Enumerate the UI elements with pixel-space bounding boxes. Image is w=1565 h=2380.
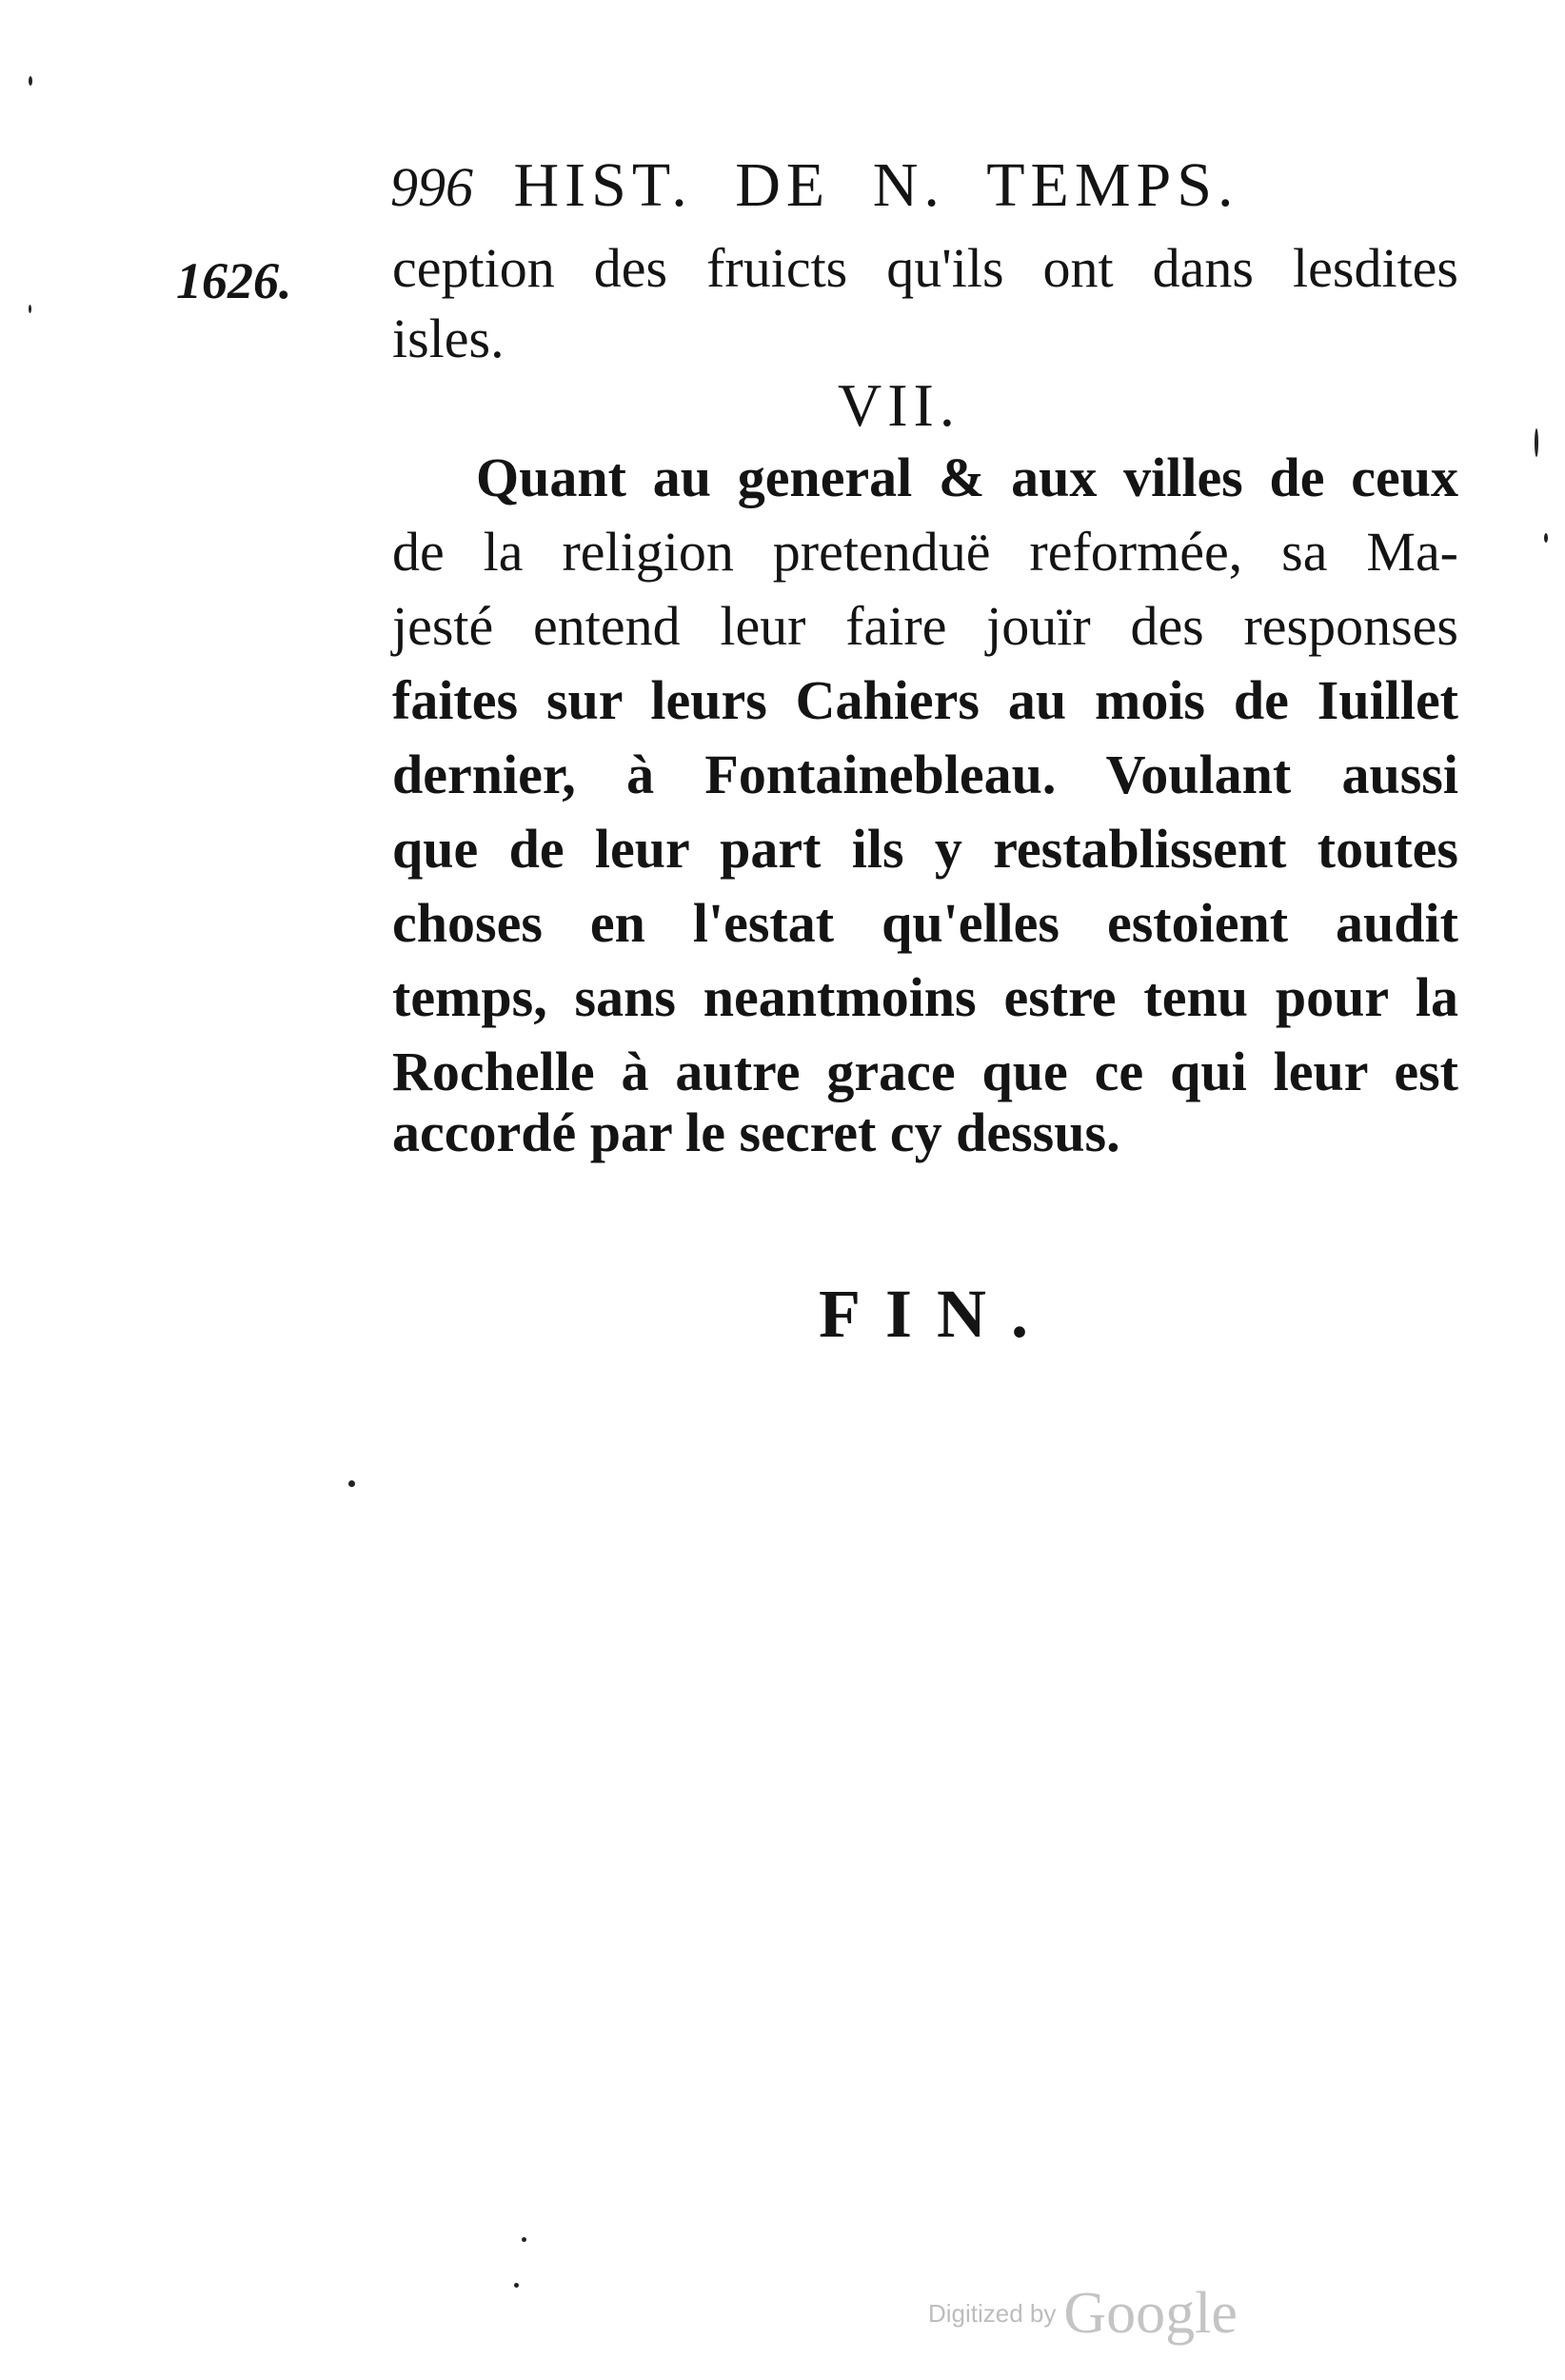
article-line: temps, sans neantmoins estre tenu pour la <box>392 966 1458 1028</box>
article-line: Quant au general & aux villes de ceux <box>476 446 1458 508</box>
digitized-by-google-watermark <box>928 2280 1238 2356</box>
margin-year-note: 1626. <box>176 252 292 309</box>
scan-speck <box>514 2283 519 2288</box>
section-numeral: VII. <box>838 371 961 439</box>
scan-speck <box>348 1480 355 1487</box>
running-head <box>390 143 1437 228</box>
article-line: dernier, à Fontainebleau. Voulant aussi <box>392 744 1458 805</box>
digitized-label: Digitized by <box>928 2299 1057 2328</box>
scan-speck <box>522 2237 526 2242</box>
article-line: de la religion pretenduë reformée, sa Ma- <box>392 521 1458 583</box>
page-number: 996 <box>390 156 473 218</box>
scan-speck <box>29 305 31 313</box>
article-line: jesté entend leur faire jouïr des responses <box>392 595 1458 657</box>
show-through-texture <box>371 1314 1437 2142</box>
article-line: faites sur leurs Cahiers au mois de Iuillet <box>392 669 1458 731</box>
article-line: que de leur part ils y restablissent toutes <box>392 818 1458 880</box>
scan-speck <box>1535 428 1538 457</box>
continuation-line: isles. <box>392 307 505 369</box>
scan-speck <box>1544 533 1548 543</box>
article-line: accordé par le secret cy dessus. <box>392 1101 1120 1163</box>
article-line: choses en l'estat qu'elles estoient audit <box>392 892 1458 954</box>
google-logo: Google <box>1063 2281 1238 2346</box>
continuation-line: ception des fruicts qu'ils ont dans lesdites <box>392 237 1458 299</box>
scan-speck <box>29 76 32 86</box>
running-title: HIST. DE N. TEMPS. <box>513 150 1239 220</box>
closing-fin: FIN. <box>819 1276 1053 1352</box>
article-line: Rochelle à autre grace que ce qui leur est <box>392 1041 1458 1102</box>
